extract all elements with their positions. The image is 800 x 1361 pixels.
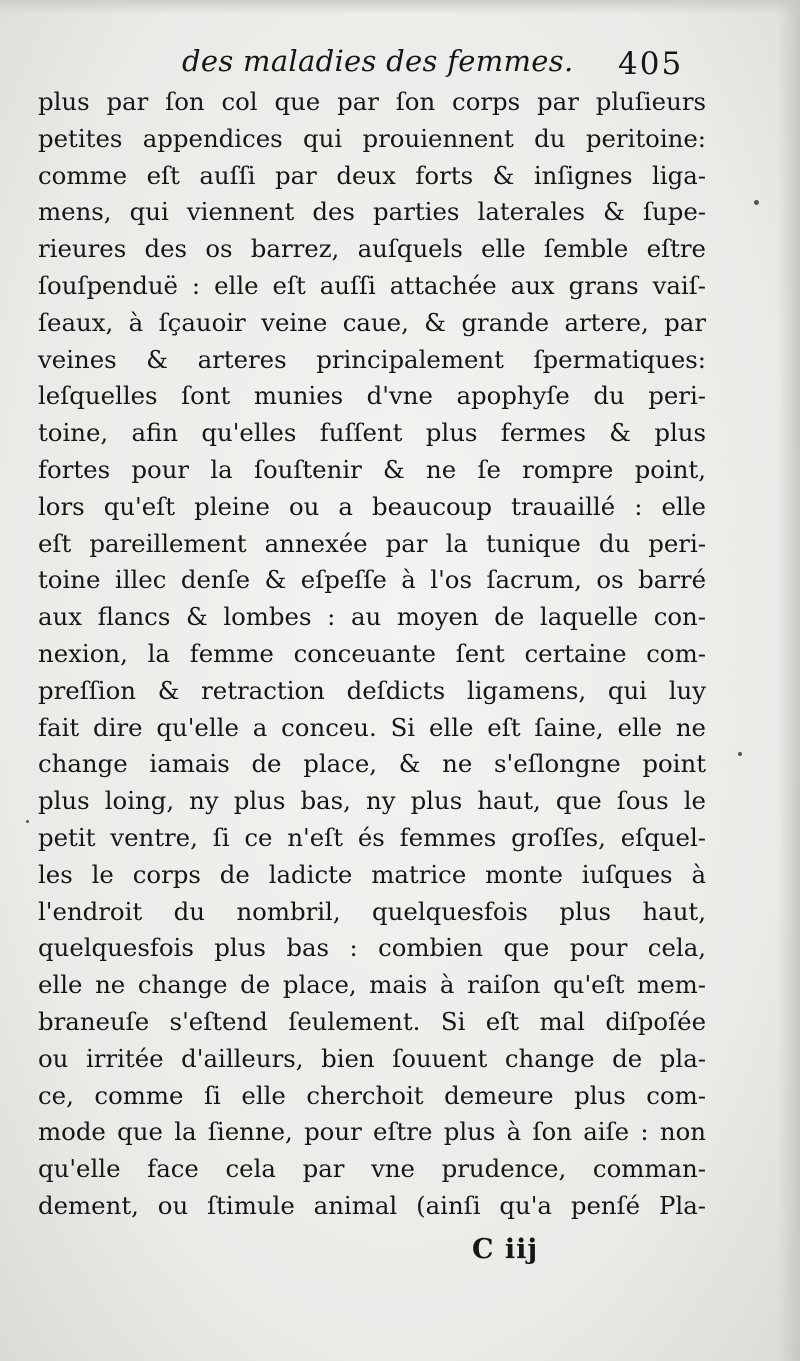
text-line: ou irritée d'ailleurs, bien ſouuent change de pla- <box>38 1043 706 1073</box>
text-line: les le corps de ladicte matrice monte iuſques à <box>38 859 706 889</box>
page-number: 405 <box>618 46 684 82</box>
text-line: plus loing, ny plus bas, ny plus haut, que ſous le <box>38 786 706 816</box>
ink-speck <box>754 200 759 205</box>
text-line: dement, ou ſtimule animal (ainſi qu'a penſé Pla- <box>38 1190 706 1220</box>
text-line: change iamais de place, & ne s'eſlongne point <box>38 749 706 779</box>
text-line: preſſion & retraction deſdicts ligamens, qui luy <box>38 675 706 705</box>
text-line: rieures des os barrez, auſquels elle ſemble eſtre <box>38 234 706 264</box>
text-line: toine illec denſe & eſpeſſe à l'os ſacrum, os barré <box>38 565 706 595</box>
running-head: des maladies des femmes. <box>182 44 574 78</box>
text-line: petit ventre, ſi ce n'eſt és femmes groſſes, eſquel- <box>38 822 706 852</box>
text-line: ce, comme ſi elle cherchoit demeure plus com- <box>38 1080 706 1110</box>
text-line: leſquelles ſont munies d'vne apophyſe du peri- <box>38 381 706 411</box>
text-line: braneuſe s'eſtend ſeulement. Si eſt mal diſpoſée <box>38 1006 706 1036</box>
text-line: mode que la ſienne, pour eſtre plus à ſon aiſe : non <box>38 1117 706 1147</box>
text-line: lors qu'eſt pleine ou a beaucoup trauaillé : elle <box>38 491 706 521</box>
ink-speck <box>738 752 742 756</box>
page-right-shadow <box>778 0 800 1361</box>
text-line: aux flancs & lombes : au moyen de laquelle con- <box>38 602 706 632</box>
signature-mark: C iij <box>472 1234 539 1265</box>
text-line: ſeaux, à ſçauoir veine caue, & grande artere, par <box>38 307 706 337</box>
text-line: petites appendices qui prouiennent du peritoine: <box>38 123 706 153</box>
text-line: nexion, la femme conceuante ſent certaine com- <box>38 638 706 668</box>
text-line: mens, qui viennent des parties laterales & ſupe- <box>38 197 706 227</box>
text-line: quelquesfois plus bas : combien que pour cela, <box>38 933 706 963</box>
page-top-shadow <box>0 0 800 14</box>
text-line: l'endroit du nombril, quelquesfois plus haut, <box>38 896 706 926</box>
text-line: elle ne change de place, mais à raiſon qu'eſt mem- <box>38 970 706 1000</box>
text-line: plus par ſon col que par ſon corps par pluſieurs <box>38 87 706 116</box>
text-line: comme eſt auſſi par deux forts & inſignes liga- <box>38 160 706 190</box>
text-line: qu'elle face cela par vne prudence, comman- <box>38 1154 706 1184</box>
text-line: veines & arteres principalement ſpermatiques: <box>38 344 706 374</box>
text-line: fortes pour la ſouſtenir & ne ſe rompre point, <box>38 454 706 484</box>
text-line: fait dire qu'elle a conceu. Si elle eſt ſaine, elle ne <box>38 712 706 742</box>
text-line: toine, afin qu'elles fuſſent plus fermes & plus <box>38 418 706 448</box>
body-text <box>38 84 706 1225</box>
text-line: eſt pareillement annexée par la tunique du peri- <box>38 528 706 558</box>
text-line: ſouſpenduë : elle eſt auſſi attachée aux grans vaiſ- <box>38 270 706 300</box>
ink-speck <box>26 820 29 823</box>
